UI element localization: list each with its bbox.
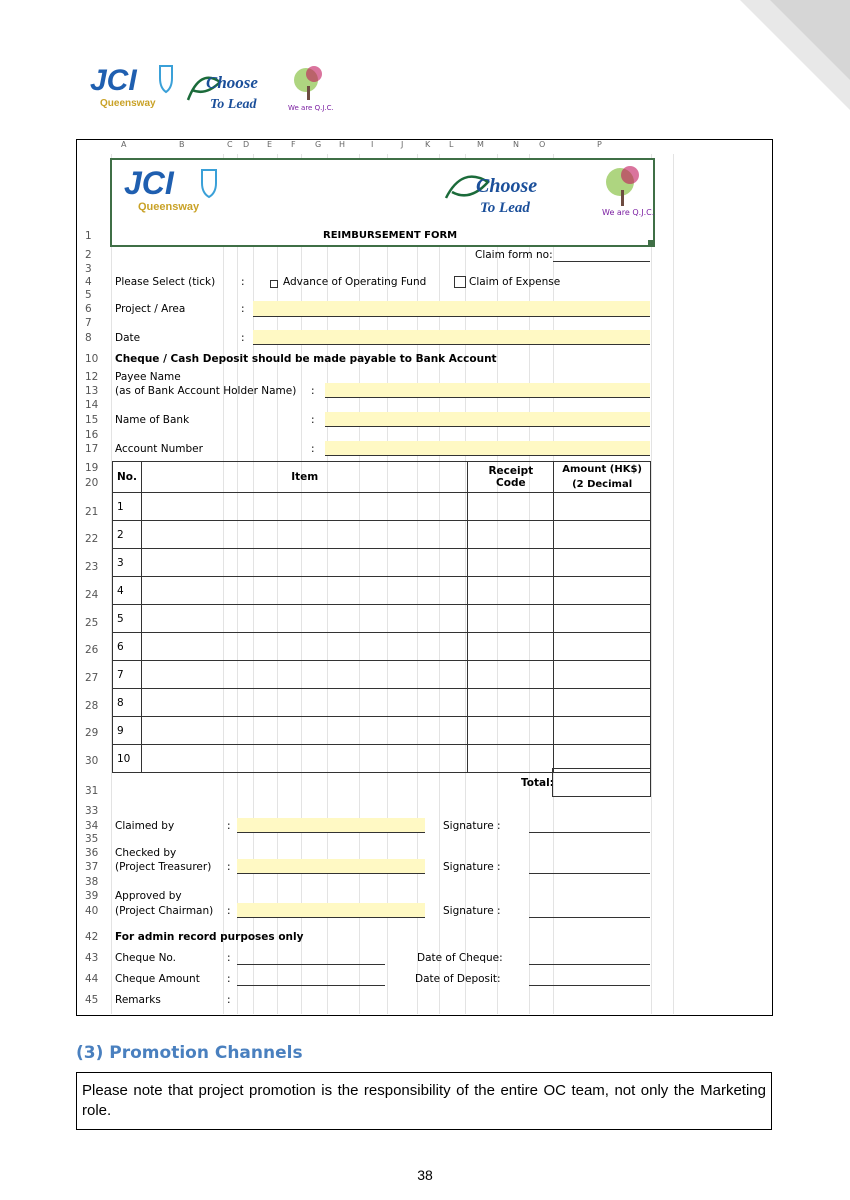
col-letter: F xyxy=(291,140,296,149)
payee-name-sub-label: (as of Bank Account Holder Name) xyxy=(115,385,297,397)
date-input[interactable] xyxy=(253,330,650,345)
promotion-note: Please note that project promotion is the responsibility of the entire OC team, not only the Marketing role. xyxy=(76,1072,772,1130)
cheque-amount-label: Cheque Amount xyxy=(115,973,200,985)
table-row: 5 xyxy=(113,605,651,633)
col-letter: B xyxy=(179,140,185,149)
approved-by-sub-label: (Project Chairman) xyxy=(115,905,214,917)
checked-signature-field[interactable] xyxy=(529,859,650,874)
claimed-by-label: Claimed by xyxy=(115,820,175,832)
remarks-label: Remarks xyxy=(115,994,161,1006)
bank-name-label: Name of Bank xyxy=(115,414,190,426)
project-area-label: Project / Area xyxy=(115,303,186,315)
svg-text:Choose: Choose xyxy=(476,175,538,197)
approved-by-label: Approved by xyxy=(115,890,182,902)
col-letter: E xyxy=(267,140,273,149)
advance-option-label: Advance of Operating Fund xyxy=(283,276,427,288)
claim-expense-checkbox[interactable] xyxy=(454,276,466,288)
date-of-deposit-field[interactable] xyxy=(529,971,650,986)
admin-heading: For admin record purposes only xyxy=(115,931,304,943)
col-letter: G xyxy=(315,140,322,149)
form-banner xyxy=(110,158,655,247)
cheque-no-field[interactable] xyxy=(237,950,385,965)
header-item: Item xyxy=(142,462,468,493)
choose-logo-text: Choose xyxy=(206,73,258,92)
date-of-deposit-label: Date of Deposit: xyxy=(415,973,501,985)
svg-text:To Lead: To Lead xyxy=(480,200,530,216)
page-number: 38 xyxy=(417,1167,433,1183)
jci-sub-text: Queensway xyxy=(100,98,156,109)
total-field[interactable] xyxy=(552,768,651,797)
item-table xyxy=(112,461,651,773)
col-letter: I xyxy=(371,140,374,149)
advance-checkbox[interactable] xyxy=(270,280,278,288)
col-letter: H xyxy=(339,140,346,149)
section-heading: (3) Promotion Channels xyxy=(76,1043,303,1063)
svg-text:We are Q.J.C.: We are Q.J.C. xyxy=(602,208,655,217)
project-area-input[interactable] xyxy=(253,301,650,317)
checked-by-sub-label: (Project Treasurer) xyxy=(115,861,212,873)
payee-name-input[interactable] xyxy=(325,383,650,398)
cheque-heading: Cheque / Cash Deposit should be made payable to Bank Account xyxy=(115,353,497,365)
claimed-signature-field[interactable] xyxy=(529,818,650,833)
form-jci-logo xyxy=(122,164,272,214)
table-row: 8 xyxy=(113,689,651,717)
reimbursement-form-frame xyxy=(76,139,773,1016)
header-logos xyxy=(88,60,348,116)
col-letter: C xyxy=(227,140,233,149)
date-label: Date xyxy=(115,332,141,344)
table-row: 9 xyxy=(113,717,651,745)
cheque-no-label: Cheque No. xyxy=(115,952,176,964)
table-row: 1 xyxy=(113,493,651,521)
table-row: 4 xyxy=(113,577,651,605)
spreadsheet: A B C D E F G H I J K L M N O P JCI Queensway Choose To Lead We are Q.J.C. REIMBURSEMENT FORM 1 2 3 4 5 6 7 8 10 12 13 14 15 16 17 19 20 21 22 23 24 25 26 27 28 29 30 31 33 34 35 36 37 38 39 40 42 43 44 45 Claim form no: Please Select (tick) : Advance of Operating Fund Claim of Expense Project / Area : Date : Cheque / Cash Deposit should be made payable to Bank Account Payee Name (as of Bank Account Holder Name) : Name of Bank : Account Number : No. Item Receipt Code Amount (HK$) (2 Decimal 1 2 3 4 5 6 7 8 9 10 Total: Claimed by : Signature : Checked by (Project Treasurer) : Signature : Approved by (Project Chairman) : Signature : For admin record purposes only Cheque No. : Date of Cheque: Cheque Amount : Date of Deposit: Remarks : xyxy=(77,140,772,1015)
claim-expense-label: Claim of Expense xyxy=(469,276,561,288)
header-amount: Amount (HK$) (2 Decimal xyxy=(554,462,651,493)
page-corner-fold xyxy=(740,0,850,110)
header-no: No. xyxy=(113,462,142,493)
weare-logo-text: We are Q.J.C. xyxy=(288,104,334,112)
col-letter: M xyxy=(477,140,484,149)
col-letter: J xyxy=(401,140,404,149)
claim-form-no-label: Claim form no: xyxy=(475,249,553,261)
signature-label: Signature : xyxy=(443,861,501,873)
svg-text:JCI: JCI xyxy=(124,165,174,201)
form-choose-logo xyxy=(442,162,655,218)
col-letter: N xyxy=(513,140,519,149)
approved-signature-field[interactable] xyxy=(529,903,650,918)
claimed-by-input[interactable] xyxy=(237,818,425,833)
svg-text:Queensway: Queensway xyxy=(138,201,200,213)
col-letter: K xyxy=(425,140,431,149)
table-row: 7 xyxy=(113,661,651,689)
payee-name-label: Payee Name xyxy=(115,371,181,383)
col-letter: O xyxy=(539,140,546,149)
cheque-amount-field[interactable] xyxy=(237,971,385,986)
total-label: Total: xyxy=(521,777,554,789)
bank-name-input[interactable] xyxy=(325,412,650,427)
jci-logo-text: JCI xyxy=(90,64,137,97)
approved-by-input[interactable] xyxy=(237,903,425,918)
to-lead-logo-text: To Lead xyxy=(210,97,257,112)
account-number-label: Account Number xyxy=(115,443,203,455)
signature-label: Signature : xyxy=(443,820,501,832)
claim-form-no-field[interactable] xyxy=(553,248,650,262)
header-receipt-code: Receipt Code xyxy=(468,462,554,493)
col-letter: L xyxy=(449,140,454,149)
col-letter: A xyxy=(121,140,127,149)
signature-label: Signature : xyxy=(443,905,501,917)
table-row: 10 xyxy=(113,745,651,773)
account-number-input[interactable] xyxy=(325,441,650,456)
table-row: 3 xyxy=(113,549,651,577)
item-table-header xyxy=(113,462,651,493)
col-letter: D xyxy=(243,140,250,149)
table-row: 2 xyxy=(113,521,651,549)
table-row: 6 xyxy=(113,633,651,661)
please-select-label: Please Select (tick) xyxy=(115,276,216,288)
checked-by-input[interactable] xyxy=(237,859,425,874)
date-of-cheque-label: Date of Cheque: xyxy=(417,952,503,964)
date-of-cheque-field[interactable] xyxy=(529,950,650,965)
col-letter: P xyxy=(597,140,602,149)
checked-by-label: Checked by xyxy=(115,847,177,859)
form-title: REIMBURSEMENT FORM xyxy=(323,230,458,241)
